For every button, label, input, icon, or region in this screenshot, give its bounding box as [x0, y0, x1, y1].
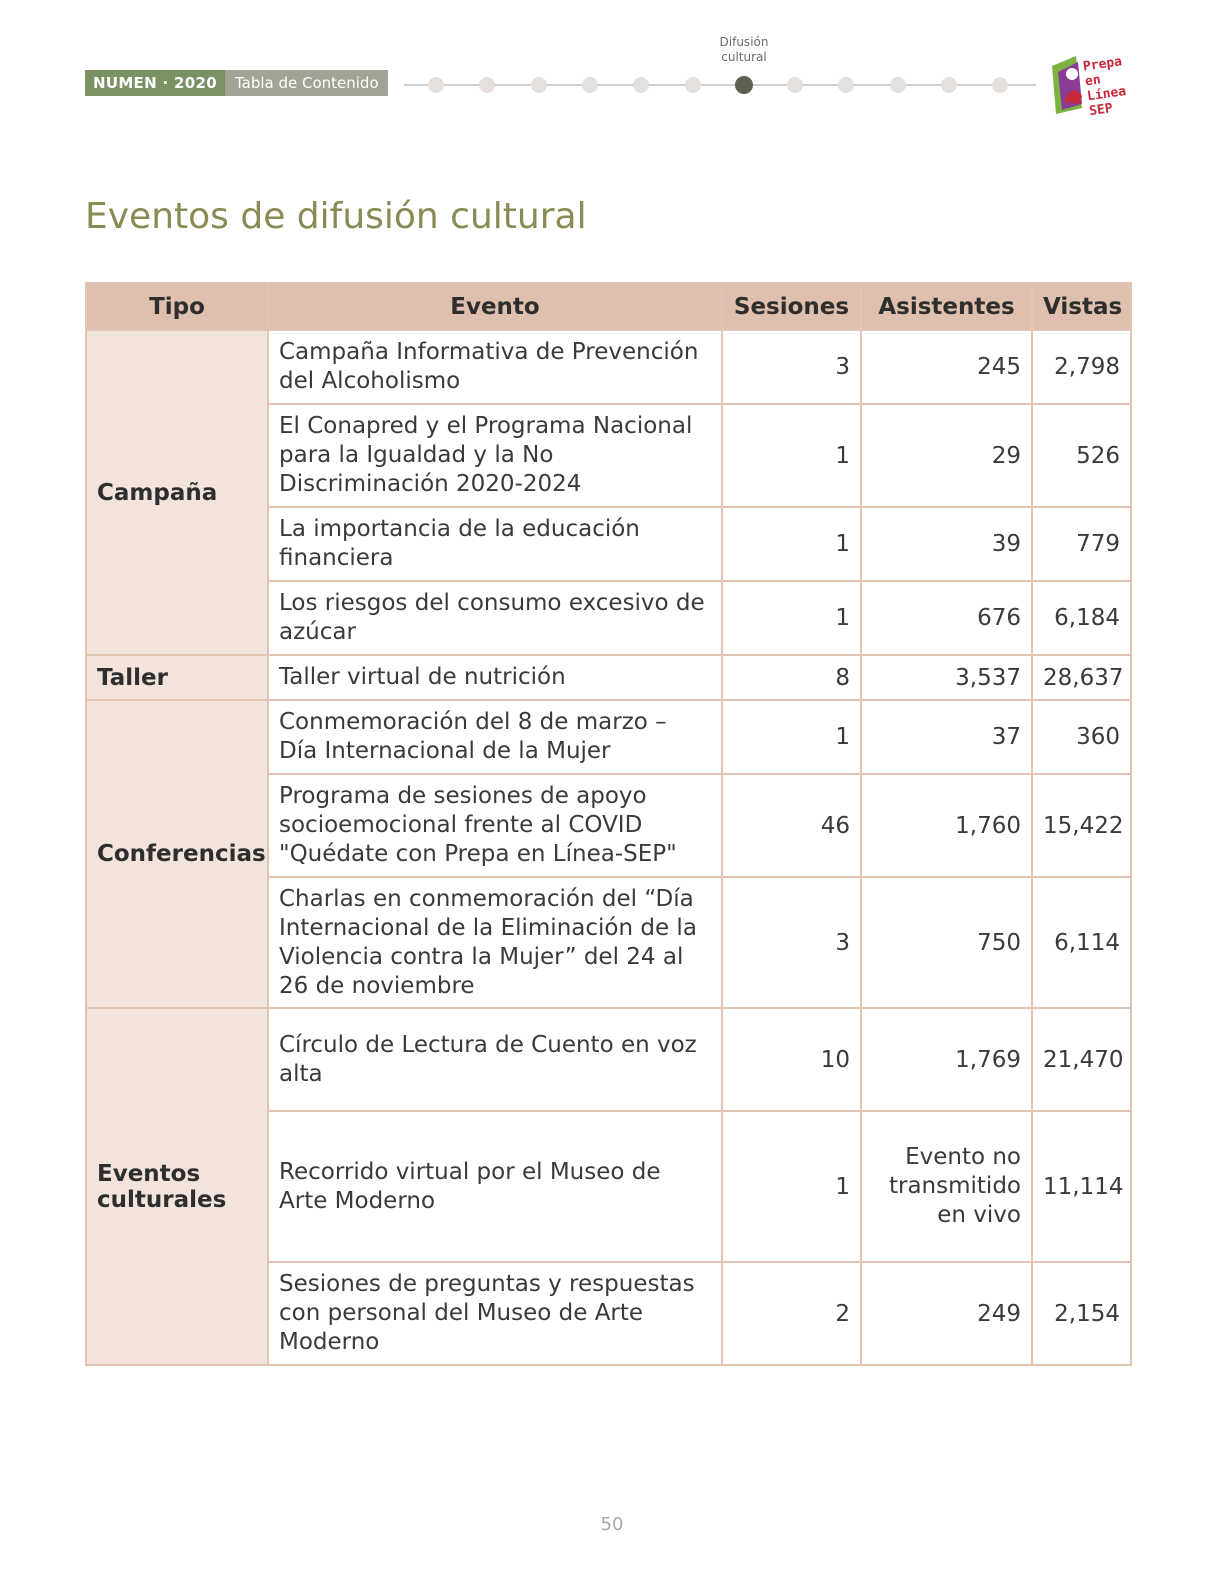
timeline-dot[interactable]: [428, 77, 444, 93]
evento-cell: Charlas en conmemoración del “Día Internacional de la Eliminación de la Violencia contra la Mujer” del 24 al 26 de noviembre: [268, 877, 722, 1008]
page-number: 50: [600, 1514, 624, 1535]
asistentes-cell: 1,760: [861, 774, 1032, 877]
tipo-cell: Eventos culturales: [86, 1008, 268, 1365]
vistas-cell: 2,798: [1032, 330, 1131, 404]
vistas-cell: 779: [1032, 507, 1131, 581]
timeline-dot[interactable]: [992, 77, 1008, 93]
sesiones-cell: 3: [722, 877, 861, 1008]
vistas-cell: 526: [1032, 404, 1131, 507]
sesiones-cell: 1: [722, 700, 861, 774]
asistentes-cell: 750: [861, 877, 1032, 1008]
vistas-cell: 21,470: [1032, 1008, 1131, 1111]
header-evento: Evento: [268, 283, 722, 330]
sesiones-cell: 1: [722, 1111, 861, 1262]
current-section-label: Difusión cultural: [719, 35, 769, 64]
evento-cell: Programa de sesiones de apoyo socioemocional frente al COVID "Quédate con Prepa en Línea-SEP": [268, 774, 722, 877]
vistas-cell: 15,422: [1032, 774, 1131, 877]
sesiones-cell: 1: [722, 507, 861, 581]
asistentes-cell: 37: [861, 700, 1032, 774]
timeline-dot[interactable]: [633, 77, 649, 93]
asistentes-cell: 1,769: [861, 1008, 1032, 1111]
sesiones-cell: 8: [722, 655, 861, 700]
tipo-cell: Taller: [86, 655, 268, 700]
asistentes-cell: 245: [861, 330, 1032, 404]
asistentes-cell: 29: [861, 404, 1032, 507]
vistas-cell: 360: [1032, 700, 1131, 774]
vistas-cell: 2,154: [1032, 1262, 1131, 1365]
evento-cell: Taller virtual de nutrición: [268, 655, 722, 700]
sesiones-cell: 1: [722, 404, 861, 507]
table-header-row: [86, 283, 1131, 330]
timeline-dot[interactable]: [838, 77, 854, 93]
vistas-cell: 6,184: [1032, 581, 1131, 655]
evento-cell: El Conapred y el Programa Nacional para la Igualdad y la No Discriminación 2020-2024: [268, 404, 722, 507]
vistas-cell: 28,637: [1032, 655, 1131, 700]
vistas-cell: 11,114: [1032, 1111, 1131, 1262]
table-row: [86, 655, 1131, 700]
sesiones-cell: 2: [722, 1262, 861, 1365]
page-title: Eventos de difusión cultural: [85, 196, 587, 237]
asistentes-cell: 676: [861, 581, 1032, 655]
publication-badge: NUMEN · 2020: [85, 70, 225, 96]
header-asistentes: Asistentes: [861, 283, 1032, 330]
asistentes-cell: 39: [861, 507, 1032, 581]
asistentes-cell: 249: [861, 1262, 1032, 1365]
timeline-dot[interactable]: [890, 77, 906, 93]
timeline-dot[interactable]: [531, 77, 547, 93]
table-row: [86, 700, 1131, 774]
header-badge: [85, 70, 388, 96]
header-vistas: Vistas: [1032, 283, 1131, 330]
timeline-dot[interactable]: [582, 77, 598, 93]
tipo-cell: Campaña: [86, 330, 268, 655]
evento-cell: Sesiones de preguntas y respuestas con personal del Museo de Arte Moderno: [268, 1262, 722, 1365]
timeline-dot[interactable]: [685, 77, 701, 93]
sesiones-cell: 46: [722, 774, 861, 877]
events-table: [85, 282, 1132, 1366]
asistentes-cell: 3,537: [861, 655, 1032, 700]
logo-text: Prepa en Línea SEP: [1082, 54, 1128, 120]
sesiones-cell: 3: [722, 330, 861, 404]
logo-head-shape: [1066, 68, 1078, 80]
table-row: [86, 1008, 1131, 1111]
table-row: [86, 330, 1131, 404]
evento-cell: Los riesgos del consumo excesivo de azúcar: [268, 581, 722, 655]
timeline-dot-active[interactable]: [735, 76, 753, 94]
table-of-contents-link[interactable]: Tabla de Contenido: [225, 70, 388, 96]
evento-cell: La importancia de la educación financiera: [268, 507, 722, 581]
header-tipo: Tipo: [86, 283, 268, 330]
sesiones-cell: 1: [722, 581, 861, 655]
timeline-dot[interactable]: [787, 77, 803, 93]
asistentes-cell: Evento no transmitido en vivo: [861, 1111, 1032, 1262]
sesiones-cell: 10: [722, 1008, 861, 1111]
evento-cell: Conmemoración del 8 de marzo – Día Internacional de la Mujer: [268, 700, 722, 774]
timeline-dot[interactable]: [479, 77, 495, 93]
timeline-dot[interactable]: [941, 77, 957, 93]
vistas-cell: 6,114: [1032, 877, 1131, 1008]
evento-cell: Recorrido virtual por el Museo de Arte Moderno: [268, 1111, 722, 1262]
header-sesiones: Sesiones: [722, 283, 861, 330]
evento-cell: Círculo de Lectura de Cuento en voz alta: [268, 1008, 722, 1111]
tipo-cell: Conferencias: [86, 700, 268, 1008]
evento-cell: Campaña Informativa de Prevención del Alcoholismo: [268, 330, 722, 404]
